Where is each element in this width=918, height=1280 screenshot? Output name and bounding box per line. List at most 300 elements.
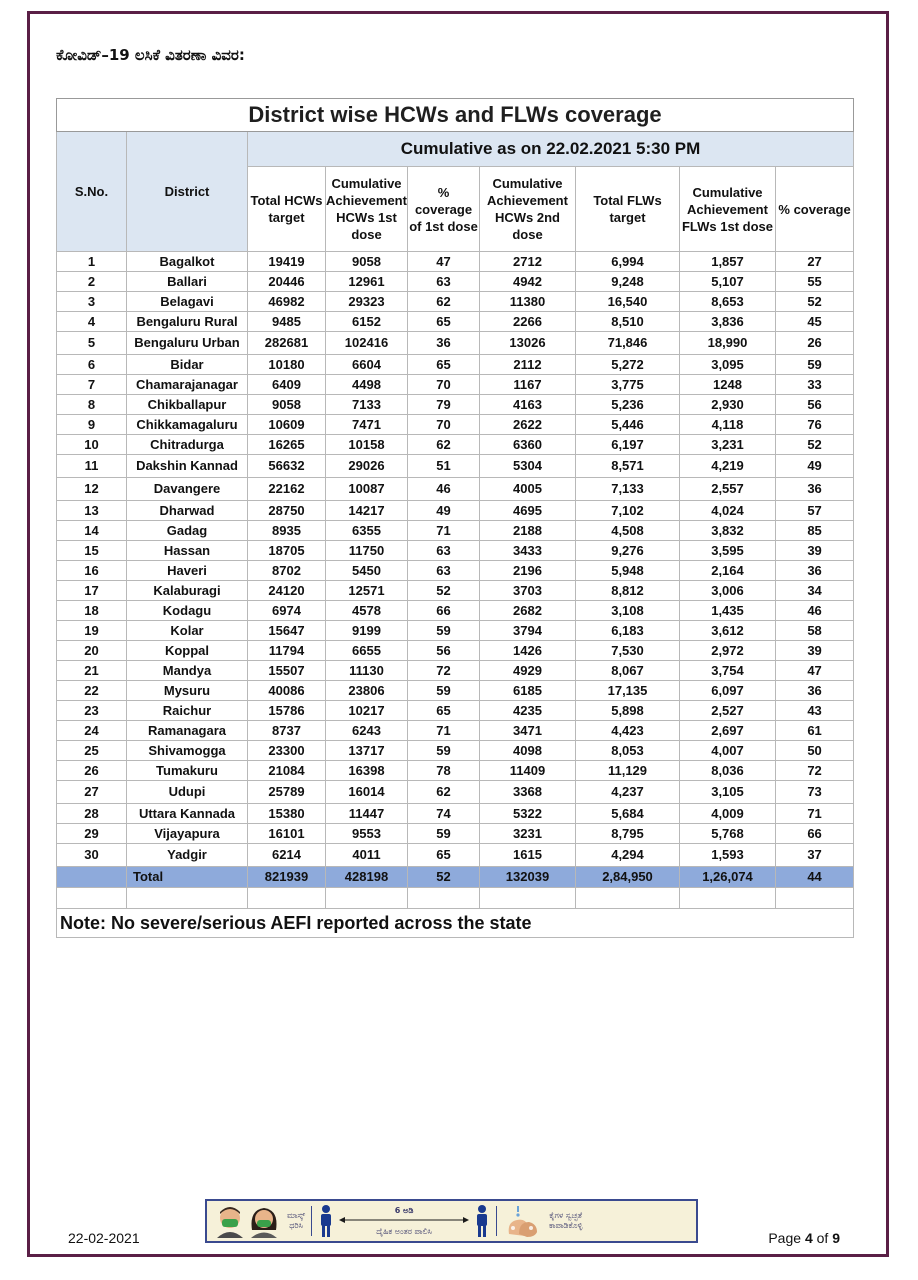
total-label: Total	[127, 867, 248, 888]
table-cell: 7	[57, 375, 127, 395]
hands-text-line2: ಕಾಪಾಡಿಕೊಳ್ಳಿ	[549, 1221, 583, 1230]
table-cell: 11409	[480, 761, 576, 781]
table-cell: 72	[408, 661, 480, 681]
table-cell: 4942	[480, 272, 576, 292]
table-row	[57, 375, 854, 395]
table-cell: 49	[776, 455, 854, 478]
table-cell: 2,930	[680, 395, 776, 415]
table-cell: 5,272	[576, 355, 680, 375]
table-row	[57, 435, 854, 455]
table-cell: 72	[776, 761, 854, 781]
header-pct-coverage: % coverage	[776, 167, 854, 252]
table-cell: 7471	[326, 415, 408, 435]
table-cell: 8702	[248, 561, 326, 581]
district-cell: Chamarajanagar	[127, 375, 248, 395]
table-cell: 4098	[480, 741, 576, 761]
cumulative-date-label: Cumulative as on 22.02.2021 5:30 PM	[248, 132, 854, 167]
table-cell: 26	[776, 332, 854, 355]
table-cell: 5	[57, 332, 127, 355]
table-cell: 2,557	[680, 478, 776, 501]
table-cell: 71	[776, 804, 854, 824]
table-cell: 3,836	[680, 312, 776, 332]
table-title: District wise HCWs and FLWs coverage	[57, 99, 854, 132]
table-cell: 52	[776, 292, 854, 312]
table-cell: 10087	[326, 478, 408, 501]
table-cell: 8,510	[576, 312, 680, 332]
table-cell: 70	[408, 375, 480, 395]
table-row	[57, 501, 854, 521]
table-cell: 70	[408, 415, 480, 435]
table-row	[57, 478, 854, 501]
table-row	[57, 844, 854, 867]
banner-divider	[496, 1206, 497, 1236]
table-cell: 8,795	[576, 824, 680, 844]
table-cell: 4235	[480, 701, 576, 721]
distance-value: 6 ಅಡಿ	[394, 1205, 414, 1215]
table-cell: 30	[57, 844, 127, 867]
total-cell: 52	[408, 867, 480, 888]
table-cell: 6185	[480, 681, 576, 701]
table-cell: 13717	[326, 741, 408, 761]
table-cell: 59	[408, 621, 480, 641]
table-cell: 1	[57, 252, 127, 272]
table-cell: 2266	[480, 312, 576, 332]
district-cell: Chitradurga	[127, 435, 248, 455]
district-cell: Shivamogga	[127, 741, 248, 761]
table-row	[57, 332, 854, 355]
blank-cell	[57, 888, 127, 909]
table-row	[57, 824, 854, 844]
table-cell: 46	[408, 478, 480, 501]
page-of: of	[812, 1230, 833, 1246]
table-cell: 7,530	[576, 641, 680, 661]
table-cell: 1,593	[680, 844, 776, 867]
table-cell: 47	[408, 252, 480, 272]
table-row	[57, 741, 854, 761]
district-cell: Mysuru	[127, 681, 248, 701]
table-cell: 2622	[480, 415, 576, 435]
table-cell: 3,105	[680, 781, 776, 804]
table-cell: 33	[776, 375, 854, 395]
table-cell: 282681	[248, 332, 326, 355]
table-cell: 5304	[480, 455, 576, 478]
table-cell: 7133	[326, 395, 408, 415]
table-cell: 10609	[248, 415, 326, 435]
header-district: District	[127, 132, 248, 252]
mask-text-line2: ಧರಿಸಿ	[289, 1221, 303, 1230]
table-cell: 6,197	[576, 435, 680, 455]
table-row	[57, 252, 854, 272]
table-cell: 8,653	[680, 292, 776, 312]
table-cell: 6655	[326, 641, 408, 661]
table-cell: 9	[57, 415, 127, 435]
table-cell: 4,024	[680, 501, 776, 521]
table-cell: 19419	[248, 252, 326, 272]
table-cell: 15	[57, 541, 127, 561]
table-cell: 9058	[326, 252, 408, 272]
blank-cell	[248, 888, 326, 909]
district-cell: Dharwad	[127, 501, 248, 521]
district-cell: Chikballapur	[127, 395, 248, 415]
table-cell: 46982	[248, 292, 326, 312]
table-cell: 16	[57, 561, 127, 581]
table-cell: 5322	[480, 804, 576, 824]
table-cell: 1615	[480, 844, 576, 867]
footer-page-number	[768, 1230, 840, 1246]
page-prefix: Page	[768, 1230, 805, 1246]
table-cell: 71	[408, 521, 480, 541]
table-cell: 66	[776, 824, 854, 844]
table-cell: 39	[776, 641, 854, 661]
total-cell: 428198	[326, 867, 408, 888]
blank-cell	[576, 888, 680, 909]
district-cell: Hassan	[127, 541, 248, 561]
table-cell: 10	[57, 435, 127, 455]
table-cell: 6243	[326, 721, 408, 741]
table-cell: 8,812	[576, 581, 680, 601]
hands-text-line1: ಕೈಗಳ ಸ್ವಚ್ಛತೆ	[549, 1211, 583, 1220]
table-cell: 7,133	[576, 478, 680, 501]
table-cell: 15507	[248, 661, 326, 681]
header-total-hcws-target: Total HCWs target	[248, 167, 326, 252]
district-cell: Raichur	[127, 701, 248, 721]
table-cell: 59	[408, 741, 480, 761]
table-cell: 56	[408, 641, 480, 661]
table-cell: 76	[776, 415, 854, 435]
table-cell: 50	[776, 741, 854, 761]
table-cell: 8	[57, 395, 127, 415]
table-cell: 23300	[248, 741, 326, 761]
table-cell: 37	[776, 844, 854, 867]
table-cell: 4163	[480, 395, 576, 415]
table-cell: 4005	[480, 478, 576, 501]
table-cell: 1426	[480, 641, 576, 661]
table-cell: 9199	[326, 621, 408, 641]
table-cell: 49	[408, 501, 480, 521]
district-cell: Ballari	[127, 272, 248, 292]
district-cell: Bengaluru Urban	[127, 332, 248, 355]
table-cell: 40086	[248, 681, 326, 701]
mask-text-line1: ಮಾಸ್ಕ್	[287, 1211, 306, 1220]
table-cell: 3,832	[680, 521, 776, 541]
distance-text: ದೈಹಿಕ ಅಂತರ ಪಾಲಿಸಿ	[376, 1226, 432, 1236]
total-cell: 2,84,950	[576, 867, 680, 888]
coverage-table	[56, 98, 854, 938]
covid-safety-banner	[205, 1199, 698, 1243]
table-cell: 12571	[326, 581, 408, 601]
table-cell: 9,276	[576, 541, 680, 561]
table-cell: 2,972	[680, 641, 776, 661]
table-cell: 20446	[248, 272, 326, 292]
table-cell: 23806	[326, 681, 408, 701]
district-cell: Bengaluru Rural	[127, 312, 248, 332]
table-cell: 71,846	[576, 332, 680, 355]
table-cell: 10217	[326, 701, 408, 721]
district-cell: Tumakuru	[127, 761, 248, 781]
masked-man-icon	[213, 1204, 247, 1238]
table-cell: 16398	[326, 761, 408, 781]
table-row	[57, 521, 854, 541]
table-row	[57, 415, 854, 435]
table-cell: 73	[776, 781, 854, 804]
table-cell: 6360	[480, 435, 576, 455]
table-cell: 45	[776, 312, 854, 332]
table-cell: 65	[408, 312, 480, 332]
table-cell: 9485	[248, 312, 326, 332]
hand-wash-icon	[503, 1204, 543, 1238]
table-cell: 3433	[480, 541, 576, 561]
table-cell: 28	[57, 804, 127, 824]
blank-cell	[776, 888, 854, 909]
blank-cell	[326, 888, 408, 909]
district-cell: Uttara Kannada	[127, 804, 248, 824]
table-cell: 39	[776, 541, 854, 561]
table-cell: 78	[408, 761, 480, 781]
table-cell: 2	[57, 272, 127, 292]
page-total: 9	[832, 1230, 840, 1246]
table-cell: 3231	[480, 824, 576, 844]
table-cell: 8737	[248, 721, 326, 741]
table-cell: 12	[57, 478, 127, 501]
header-sno: S.No.	[57, 132, 127, 252]
table-cell: 13	[57, 501, 127, 521]
table-cell: 11447	[326, 804, 408, 824]
table-cell: 66	[408, 601, 480, 621]
table-cell: 14	[57, 521, 127, 541]
table-row	[57, 781, 854, 804]
table-cell: 22	[57, 681, 127, 701]
table-cell: 21	[57, 661, 127, 681]
table-cell: 4,009	[680, 804, 776, 824]
table-cell: 6214	[248, 844, 326, 867]
table-cell: 8,571	[576, 455, 680, 478]
district-cell: Haveri	[127, 561, 248, 581]
table-cell: 63	[408, 272, 480, 292]
table-cell: 6409	[248, 375, 326, 395]
table-cell: 3,775	[576, 375, 680, 395]
table-cell: 20	[57, 641, 127, 661]
table-cell: 4498	[326, 375, 408, 395]
table-cell: 8,067	[576, 661, 680, 681]
table-cell: 4578	[326, 601, 408, 621]
table-cell: 4	[57, 312, 127, 332]
table-cell: 29323	[326, 292, 408, 312]
table-cell: 4,219	[680, 455, 776, 478]
table-cell: 5450	[326, 561, 408, 581]
table-cell: 56632	[248, 455, 326, 478]
table-cell: 63	[408, 561, 480, 581]
table-cell: 16101	[248, 824, 326, 844]
table-cell: 47	[776, 661, 854, 681]
district-cell: Bagalkot	[127, 252, 248, 272]
header-pct-coverage-1st-dose: % coverage of 1st dose	[408, 167, 480, 252]
table-cell: 11380	[480, 292, 576, 312]
table-cell: 3,108	[576, 601, 680, 621]
table-cell: 17	[57, 581, 127, 601]
table-cell: 12961	[326, 272, 408, 292]
table-cell: 2,164	[680, 561, 776, 581]
table-cell: 24	[57, 721, 127, 741]
table-cell: 1,857	[680, 252, 776, 272]
table-cell: 16014	[326, 781, 408, 804]
district-cell: Mandya	[127, 661, 248, 681]
table-cell: 5,948	[576, 561, 680, 581]
table-cell: 11794	[248, 641, 326, 661]
table-cell: 11	[57, 455, 127, 478]
district-cell: Belagavi	[127, 292, 248, 312]
table-cell: 56	[776, 395, 854, 415]
table-row	[57, 601, 854, 621]
note-row	[57, 909, 854, 938]
table-row	[57, 681, 854, 701]
table-cell: 65	[408, 844, 480, 867]
table-cell: 21084	[248, 761, 326, 781]
table-row	[57, 581, 854, 601]
table-row	[57, 312, 854, 332]
table-cell: 71	[408, 721, 480, 741]
table-cell: 4695	[480, 501, 576, 521]
table-cell: 18	[57, 601, 127, 621]
table-cell: 52	[776, 435, 854, 455]
table-cell: 9,248	[576, 272, 680, 292]
district-cell: Kodagu	[127, 601, 248, 621]
table-cell: 3703	[480, 581, 576, 601]
person-icon	[318, 1204, 334, 1238]
district-cell: Bidar	[127, 355, 248, 375]
table-cell: 3,095	[680, 355, 776, 375]
table-cell: 6	[57, 355, 127, 375]
table-cell: 5,107	[680, 272, 776, 292]
table-cell: 2,697	[680, 721, 776, 741]
person-icon	[474, 1204, 490, 1238]
table-cell: 11,129	[576, 761, 680, 781]
table-cell: 5,684	[576, 804, 680, 824]
table-cell: 5,236	[576, 395, 680, 415]
page-heading: ಕೋವಿಡ್–19 ಲಸಿಕೆ ವಿತರಣಾ ವಿವರ:	[56, 46, 245, 64]
table-cell: 27	[57, 781, 127, 804]
blank-cell	[127, 888, 248, 909]
table-cell: 4,294	[576, 844, 680, 867]
table-cell: 79	[408, 395, 480, 415]
table-cell: 59	[408, 681, 480, 701]
total-blank-cell	[57, 867, 127, 888]
table-cell: 34	[776, 581, 854, 601]
table-row	[57, 721, 854, 741]
table-cell: 9553	[326, 824, 408, 844]
header-cum-hcws-2nd-dose: Cumulative Achievement HCWs 2nd dose	[480, 167, 576, 252]
table-cell: 6355	[326, 521, 408, 541]
masked-woman-icon	[247, 1204, 281, 1238]
table-row	[57, 561, 854, 581]
table-cell: 5,898	[576, 701, 680, 721]
district-cell: Davangere	[127, 478, 248, 501]
double-arrow-icon	[339, 1216, 469, 1224]
table-cell: 52	[408, 581, 480, 601]
table-cell: 3,612	[680, 621, 776, 641]
table-cell: 8,053	[576, 741, 680, 761]
table-cell: 3,231	[680, 435, 776, 455]
table-cell: 2188	[480, 521, 576, 541]
total-cell: 132039	[480, 867, 576, 888]
table-cell: 3,595	[680, 541, 776, 561]
footer-date: 22-02-2021	[68, 1230, 140, 1246]
table-cell: 3471	[480, 721, 576, 741]
table-cell: 2196	[480, 561, 576, 581]
table-cell: 15380	[248, 804, 326, 824]
district-cell: Dakshin Kannad	[127, 455, 248, 478]
coverage-table-container	[56, 98, 853, 938]
header-cum-hcws-1st-dose: Cumulative Achievement HCWs 1st dose	[326, 167, 408, 252]
table-cell: 85	[776, 521, 854, 541]
table-cell: 27	[776, 252, 854, 272]
total-cell: 821939	[248, 867, 326, 888]
table-cell: 25789	[248, 781, 326, 804]
table-cell: 11130	[326, 661, 408, 681]
table-cell: 36	[776, 681, 854, 701]
table-cell: 2682	[480, 601, 576, 621]
table-cell: 58	[776, 621, 854, 641]
table-cell: 15786	[248, 701, 326, 721]
table-row	[57, 701, 854, 721]
table-cell: 18,990	[680, 332, 776, 355]
table-cell: 22162	[248, 478, 326, 501]
table-row	[57, 661, 854, 681]
table-cell: 10180	[248, 355, 326, 375]
district-cell: Udupi	[127, 781, 248, 804]
district-cell: Chikkamagaluru	[127, 415, 248, 435]
table-cell: 2712	[480, 252, 576, 272]
table-cell: 62	[408, 435, 480, 455]
table-cell: 18705	[248, 541, 326, 561]
district-cell: Kolar	[127, 621, 248, 641]
header-cum-flws-1st-dose: Cumulative Achievement FLWs 1st dose	[680, 167, 776, 252]
table-row	[57, 292, 854, 312]
total-row	[57, 867, 854, 888]
table-cell: 8,036	[680, 761, 776, 781]
table-cell: 8935	[248, 521, 326, 541]
table-cell: 59	[776, 355, 854, 375]
table-cell: 4,423	[576, 721, 680, 741]
table-cell: 6604	[326, 355, 408, 375]
table-cell: 10158	[326, 435, 408, 455]
table-cell: 62	[408, 781, 480, 804]
table-cell: 4,237	[576, 781, 680, 804]
table-cell: 5,768	[680, 824, 776, 844]
table-cell: 6,994	[576, 252, 680, 272]
table-cell: 15647	[248, 621, 326, 641]
table-cell: 16265	[248, 435, 326, 455]
table-cell: 19	[57, 621, 127, 641]
blank-row	[57, 888, 854, 909]
table-cell: 1248	[680, 375, 776, 395]
table-note: Note: No severe/serious AEFI reported across the state	[57, 909, 854, 938]
table-cell: 4929	[480, 661, 576, 681]
district-cell: Koppal	[127, 641, 248, 661]
district-cell: Ramanagara	[127, 721, 248, 741]
table-cell: 4011	[326, 844, 408, 867]
table-cell: 43	[776, 701, 854, 721]
table-cell: 46	[776, 601, 854, 621]
table-cell: 9058	[248, 395, 326, 415]
header-total-flws-target: Total FLWs target	[576, 167, 680, 252]
table-cell: 61	[776, 721, 854, 741]
blank-cell	[408, 888, 480, 909]
table-cell: 4,118	[680, 415, 776, 435]
table-cell: 13026	[480, 332, 576, 355]
district-cell: Gadag	[127, 521, 248, 541]
banner-divider	[311, 1206, 312, 1236]
table-cell: 11750	[326, 541, 408, 561]
